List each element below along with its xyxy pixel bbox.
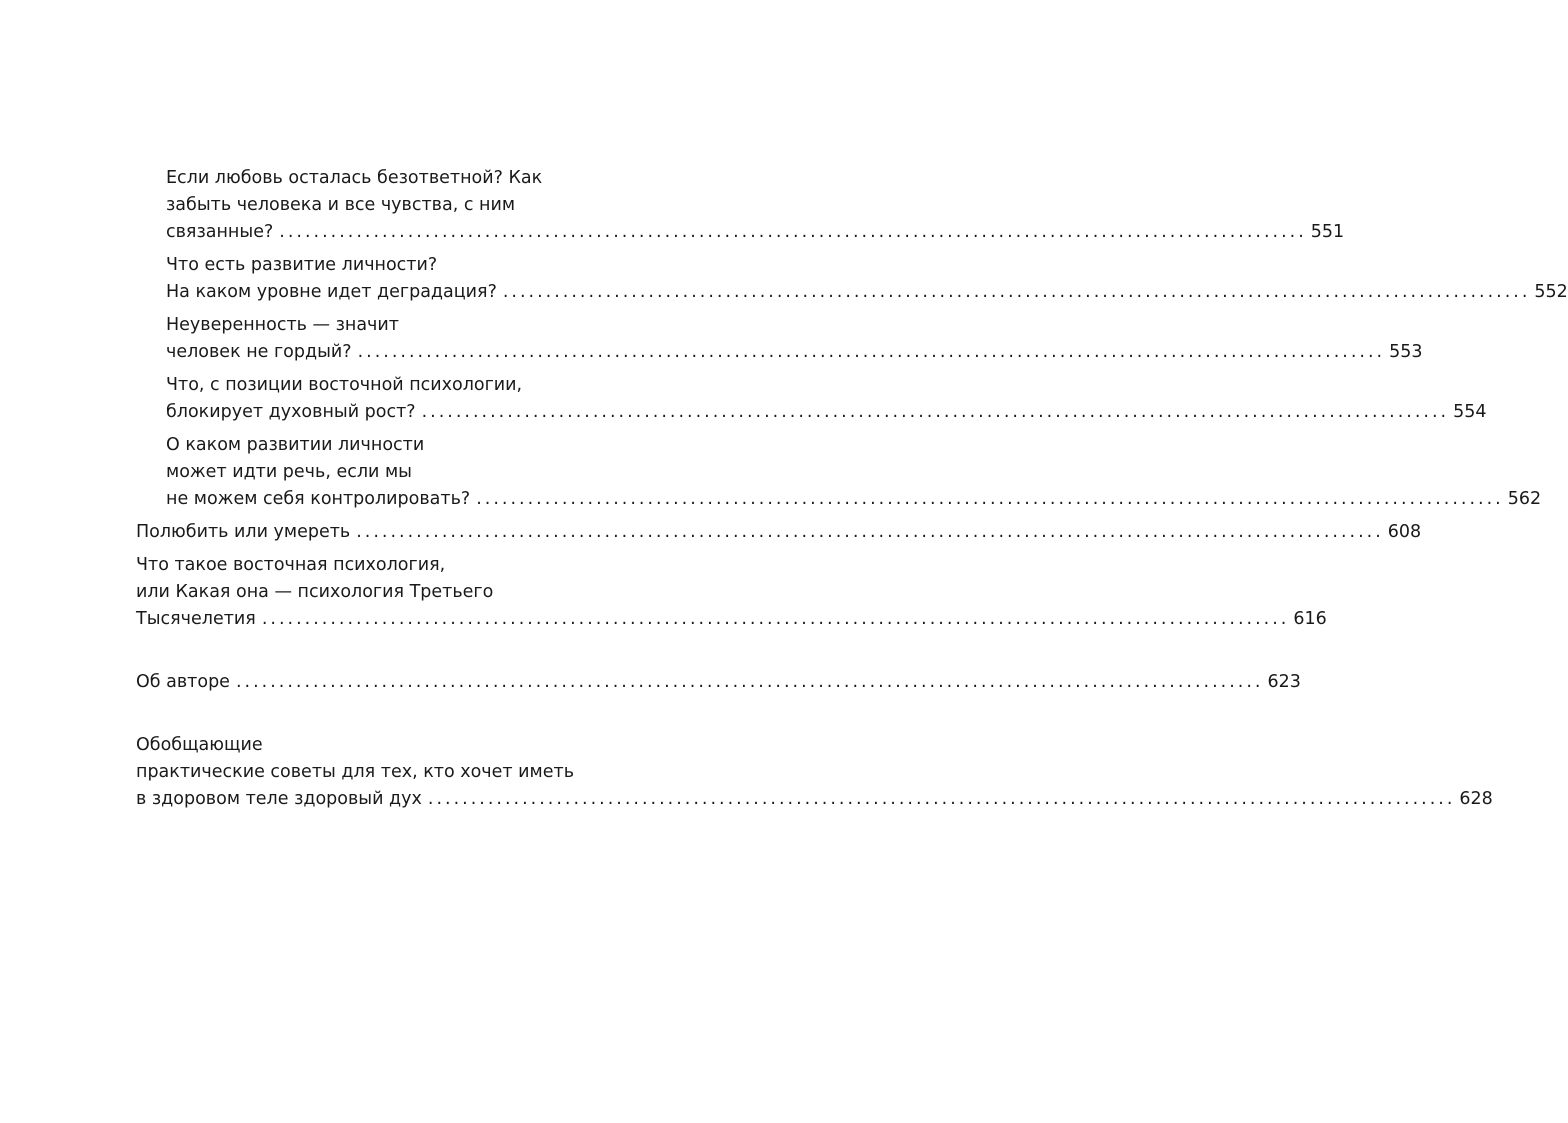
toc-entry-last-line: [136, 669, 1301, 696]
page-number: 628: [1459, 789, 1493, 809]
toc-entry-title-line: в здоровом теле здоровый дух: [136, 789, 422, 809]
toc-entry-last-line: [166, 399, 1487, 426]
toc-entry-last-line: [136, 519, 1422, 546]
toc-entry-last-line: [136, 606, 1327, 633]
toc-entry-title-line: Если любовь осталась безответной? Как: [166, 168, 543, 188]
toc-entry-title-line: Что, с позиции восточной психологии,: [166, 375, 523, 395]
dot-leader: ........................................................................................................................: [357, 342, 1386, 362]
page-number: 562: [1507, 489, 1542, 509]
toc-entry-title-line: О каком развитии личности: [166, 435, 425, 455]
page-number: 623: [1267, 672, 1301, 692]
toc-entry-title-line: Что есть развитие личности?: [166, 255, 438, 275]
toc-entry-last-line: [136, 786, 1493, 813]
toc-entry-title-line: связанные?: [166, 222, 274, 242]
toc-entry-title-line: не можем себя контролировать?: [166, 489, 471, 509]
toc-entry[interactable]: [166, 372, 1487, 426]
toc-entry-title-line: Неуверенность — значит: [166, 315, 399, 335]
dot-leader: ........................................................................................................................: [279, 222, 1307, 242]
toc-entry-last-line: [166, 486, 1542, 513]
toc-entry-title-line: Что такое восточная психология,: [136, 555, 446, 575]
page-number: 553: [1389, 342, 1423, 362]
dot-leader: ........................................................................................................................: [261, 609, 1290, 629]
toc-entry-title-line: или Какая она — психология Третьего: [136, 582, 494, 602]
dot-leader: ........................................................................................................................: [476, 489, 1504, 509]
page-number: 608: [1387, 522, 1422, 542]
toc-entry-title-line: практические советы для тех, кто хочет иметь: [136, 762, 575, 782]
toc-entry[interactable]: [166, 252, 1568, 306]
toc-entry-title-line: человек не гордый?: [166, 342, 352, 362]
table-of-contents: [136, 165, 1568, 819]
toc-entry[interactable]: [166, 165, 1345, 246]
dot-leader: ........................................................................................................................: [502, 282, 1531, 302]
toc-entry-title-line: Об авторе: [136, 672, 230, 692]
page-number: 551: [1310, 222, 1345, 242]
page-number: 616: [1293, 609, 1327, 629]
dot-leader: ........................................................................................................................: [235, 672, 1264, 692]
toc-entry-title-line: На каком уровне идет деградация?: [166, 282, 497, 302]
toc-entry-title-line: Полюбить или умереть: [136, 522, 351, 542]
toc-entry-last-line: [166, 279, 1568, 306]
toc-entry-title-line: Тысячелетия: [136, 609, 256, 629]
dot-leader: ........................................................................................................................: [427, 789, 1456, 809]
dot-leader: ........................................................................................................................: [356, 522, 1384, 542]
toc-entry-last-line: [166, 339, 1423, 366]
page-number: 552: [1534, 282, 1568, 302]
toc-entry-last-line: [166, 219, 1345, 246]
toc-entry-title-line: может идти речь, если мы: [166, 462, 412, 482]
toc-entry[interactable]: [136, 552, 1327, 633]
toc-entry[interactable]: [166, 432, 1542, 513]
toc-entry-title-line: блокирует духовный рост?: [166, 402, 416, 422]
dot-leader: ........................................................................................................................: [421, 402, 1450, 422]
page-number: 554: [1453, 402, 1487, 422]
toc-entry[interactable]: [166, 312, 1423, 366]
toc-entry[interactable]: [136, 519, 1422, 546]
toc-entry[interactable]: [136, 669, 1301, 696]
toc-entry[interactable]: [136, 732, 1493, 813]
toc-entry-title-line: Обобщающие: [136, 735, 263, 755]
toc-entry-title-line: забыть человека и все чувства, с ним: [166, 195, 516, 215]
